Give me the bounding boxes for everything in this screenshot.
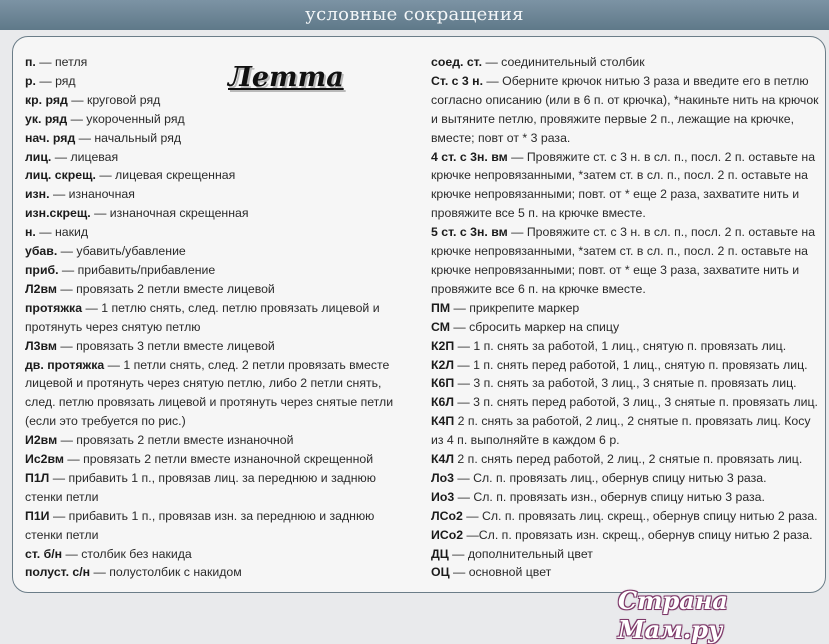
abbreviation-term: Ио3 [431,489,455,504]
abbreviation-term: 4 ст. с 3н. вм [431,149,508,164]
abbreviation-definition: 2 п. снять перед работой, 2 лиц., 2 снятые п. провязать лиц. [453,452,803,467]
abbreviation-term: кр. ряд [25,92,68,107]
abbreviation-entry [25,223,415,242]
letta-logo: Летта [228,62,344,93]
abbreviation-entry [25,356,415,432]
abbreviation-definition: — полустолбик с накидом [90,565,242,580]
abbreviation-entry [25,72,415,91]
abbreviation-definition: — прибавить/прибавление [58,262,216,277]
abbreviation-definition: — провязать 3 петли вместе лицевой [56,338,275,353]
abbreviation-definition: — Провяжите ст. с 3 н. в сл. п., посл. 2 п. оставьте на крючке непровязанными, *затем ст. в сл. п., посл. 2 п. оставьте на крючке непровязанными; повт. от * еще 3 раза, захватите нить и провяжите все 6 п. на крючке вместе. [431,225,816,296]
abbreviation-entry [431,356,823,375]
abbreviation-term: изн. [25,187,50,202]
abbreviation-term: Ис2вм [25,452,65,467]
abbreviation-definition: — петля [35,55,88,69]
abbreviation-entry [431,53,823,72]
abbreviation-term: убав. [25,244,58,259]
abbreviation-definition: — столбик без накида [62,546,192,561]
abbreviation-term: соед. ст. [431,55,483,69]
abbreviation-entry [431,318,823,337]
abbreviation-definition: —Сл. п. провязать изн. скрещ., обернув спицу нитью 2 раза. [463,527,813,542]
abbreviation-term: лиц. [25,149,52,164]
abbreviation-definition: — накид [35,225,89,240]
abbreviation-entry [25,148,415,167]
abbreviation-entry [431,412,823,450]
abbreviation-term: дв. протяжка [25,357,105,372]
abbreviation-term: ЛСо2 [431,508,463,523]
section-title: условные сокращения [305,4,524,25]
abbreviation-definition: — Сл. п. провязать изн., обернув спицу нитью 3 раза. [454,489,765,504]
abbreviation-term: нач. ряд [25,130,76,145]
abbreviation-definition: — 1 п. снять перед работой, 1 лиц., снятую п. провязать лиц. [453,357,808,372]
abbreviation-term: ДЦ [431,546,449,561]
abbreviation-term: П1И [25,508,50,523]
abbreviation-entry [25,563,415,582]
abbreviation-definition: — начальный ряд [75,130,182,145]
abbreviation-entry [25,261,415,280]
abbreviation-entry [431,526,823,545]
abbreviation-definition: — ряд [35,73,76,88]
abbreviation-entry [25,166,415,185]
abbreviation-entry [431,337,823,356]
abbreviation-term: п. [25,55,36,69]
abbreviation-term: ИСо2 [431,527,464,542]
abbreviation-definition: — 1 петли снять, след. 2 петли провязать вместе лицевой и протянуть через снятую петлю, либо 2 петли снять, след. петлю провязать лицевой и протянуть через снятые петли (если это требуется по рис.) [25,357,394,429]
abbreviation-entry [25,280,415,299]
abbreviation-definition: — прибавить 1 п., провязав изн. за переднюю и заднюю стенки петли [25,508,375,542]
abbreviation-entry [25,469,415,507]
abbreviation-term: П1Л [25,470,50,485]
abbreviation-entry [25,299,415,337]
site-watermark: Страна Мам.ру [618,586,728,644]
abbreviation-definition: — лицевая скрещенная [95,168,236,183]
abbreviation-term: СМ [431,319,450,334]
abbreviation-definition: — круговой ряд [67,92,161,107]
abbreviation-definition: — провязать 2 петли вместе изнаночной скрещенной [64,452,374,467]
abbreviation-definition: — Сл. п. провязать лиц., обернув спицу нитью 3 раза. [453,470,767,485]
abbreviation-entry [431,488,823,507]
abbreviation-term: К2П [431,338,455,353]
abbreviation-entry [25,204,415,223]
abbreviation-definition: — 1 п. снять за работой, 1 лиц., снятую п. провязать лиц. [454,338,787,353]
section-header [0,0,829,30]
abbreviation-definition: — изнаночная [49,187,135,202]
abbreviation-term: ст. б/н [25,546,63,561]
abbreviation-entry [431,72,823,148]
abbreviation-term: изн.скрещ. [25,206,91,221]
abbreviation-entry [431,374,823,393]
abbreviation-entry [25,129,415,148]
abbreviation-definition: — укороченный ряд [67,111,185,126]
abbreviation-entry [25,431,415,450]
abbreviation-entry [25,185,415,204]
abbreviation-term: полуст. с/н [25,565,91,580]
abbreviation-definition: — лицевая [51,149,119,164]
abbreviation-term: К6П [431,376,455,391]
abbreviation-term: И2вм [25,433,58,448]
abbreviation-term: протяжка [25,300,83,315]
abbreviation-definition: 2 п. снять за работой, 2 лиц., 2 снятые п. провязать лиц. Косу из 4 п. выполняйте в каждом 6 р. [431,414,811,448]
abbreviation-term: К4Л [431,452,454,467]
abbreviation-term: К2Л [431,357,454,372]
abbreviation-term: р. [25,73,36,88]
abbreviation-definition: — Сл. п. провязать лиц. скрещ., обернув спицу нитью 2 раза. [462,508,818,523]
abbreviation-term: ОЦ [431,565,450,580]
abbreviation-definition: — 3 п. снять перед работой, 3 лиц., 3 снятые п. провязать лиц. [453,395,818,410]
abbreviation-entry [431,507,823,526]
abbreviation-definition: — прикрепите маркер [450,300,580,315]
abbreviation-term: ук. ряд [25,111,68,126]
abbreviation-term: приб. [25,262,59,277]
abbreviation-term: Л3вм [25,338,57,353]
abbreviation-entry [431,148,823,224]
abbreviation-term: Ст. с 3 н. [431,73,484,88]
abbreviation-definition: — 3 п. снять за работой, 3 лиц., 3 снятые п. провязать лиц. [454,376,797,391]
abbreviation-entry [431,450,823,469]
abbreviation-definition: — Провяжите ст. с 3 н. в сл. п., посл. 2 п. оставьте на крючке непровязанными, *затем ст. в сл. п., посл. 2 п. оставьте на крючке непровязанными; повт. от * еще 2 раза, захватите нить и провяжите все 5 п. на крючке вместе. [431,149,816,221]
abbreviation-term: К4П [431,414,455,429]
right-column [431,53,823,582]
abbreviation-term: Ло3 [431,470,454,485]
abbreviation-entry [25,337,415,356]
abbreviation-entry [25,110,415,129]
abbreviation-entry [431,563,823,582]
abbreviation-term: н. [25,225,36,240]
abbreviation-term: Л2вм [25,281,57,296]
abbreviation-term: 5 ст. с 3н. вм [431,225,508,240]
abbreviation-entry [431,469,823,488]
abbreviation-entry [25,242,415,261]
abbreviation-entry [431,223,823,299]
abbreviation-definition: — прибавить 1 п., провязав лиц. за переднюю и заднюю стенки петли [25,470,376,504]
abbreviation-entry [431,299,823,318]
abbreviation-term: К6Л [431,395,454,410]
abbreviation-entry [25,545,415,564]
abbreviation-definition: — провязать 2 петли вместе лицевой [56,281,275,296]
abbreviation-definition: — убавить/убавление [57,244,186,259]
abbreviation-definition: — основной цвет [449,565,552,580]
abbreviation-definition: — сбросить маркер на спицу [449,319,620,334]
abbreviation-entry [431,545,823,564]
abbreviation-entry [25,507,415,545]
abbreviation-term: лиц. скрещ. [25,168,96,183]
abbreviation-definition: — соединительный столбик [482,55,645,69]
abbreviation-entry [431,393,823,412]
abbreviation-entry [25,91,415,110]
left-column [25,53,415,582]
abbreviation-entry [25,53,415,72]
abbreviation-definition: — 1 петлю снять, след. петлю провязать лицевой и протянуть через снятую петлю [25,300,380,334]
abbreviation-definition: — провязать 2 петли вместе изнаночной [57,433,294,448]
abbreviation-definition: — изнаночная скрещенная [90,206,249,221]
abbreviation-term: ПМ [431,300,451,315]
abbreviation-definition: — Оберните крючок нитью 3 раза и введите его в петлю согласно описанию (или в 6 п. от крючка), *накиньте нить на крючок и вытяните петлю, провяжите первые 2 п., лежащие на крючке, вместе; повт от * 3 раза. [431,73,819,145]
abbreviation-definition: — дополнительный цвет [448,546,593,561]
abbreviation-entry [25,450,415,469]
